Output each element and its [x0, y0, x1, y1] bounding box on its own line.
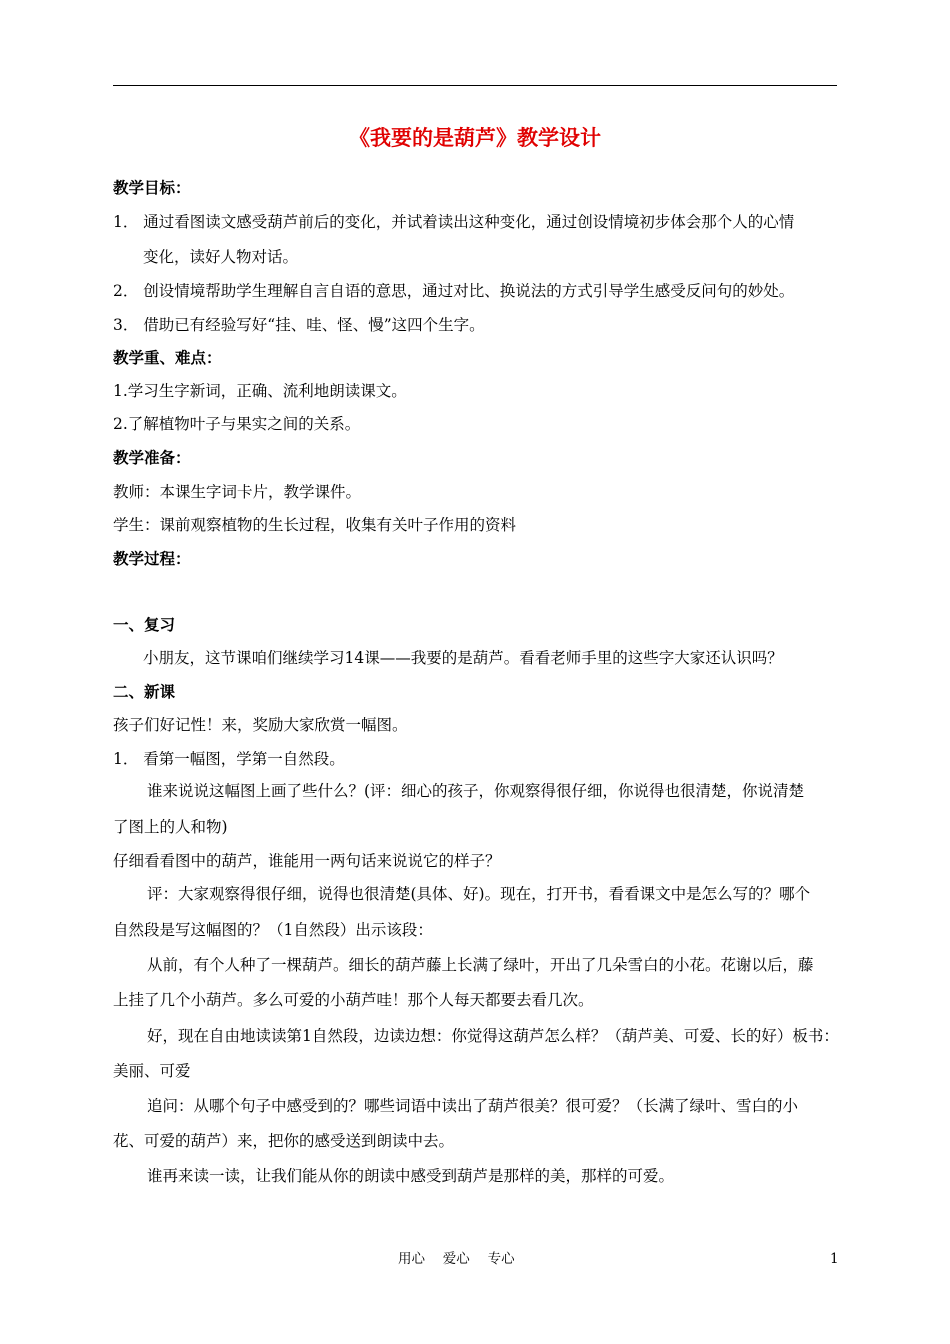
section-heading-review: 一、复习 — [113, 615, 176, 634]
paragraph-line: 上挂了几个小葫芦。多么可爱的小葫芦哇！那个人每天都要去看几次。 — [113, 991, 594, 1009]
paragraph-line: 了图上的人和物) — [113, 818, 228, 836]
paragraph-line: 1． 看第一幅图，学第一自然段。 — [113, 750, 345, 768]
paragraph-line: 变化，读好人物对话。 — [143, 248, 299, 266]
header-rule — [113, 85, 837, 86]
paragraph-line: 2． 创设情境帮助学生理解自言自语的意思，通过对比、换说法的方式引导学生感受反问句的妙处。 — [113, 282, 795, 300]
paragraph-line: 谁来说说这幅图上画了些什么？(评：细心的孩子，你观察得很仔细，你说得也很清楚，你说清楚 — [147, 782, 805, 800]
document-title: 《我要的是葫芦》教学设计 — [349, 125, 601, 150]
paragraph-line: 孩子们好记性！来，奖励大家欣赏一幅图。 — [113, 716, 408, 734]
paragraph-line: 教师：本课生字词卡片，教学课件。 — [113, 483, 362, 501]
paragraph-line: 1． 通过看图读文感受葫芦前后的变化，并试着读出这种变化，通过创设情境初步体会那个人的心情 — [113, 213, 795, 231]
paragraph-line: 2.了解植物叶子与果实之间的关系。 — [113, 415, 361, 433]
paragraph-line: 花、可爱的葫芦）来，把你的感受送到朗读中去。 — [113, 1132, 455, 1150]
paragraph-line: 好，现在自由地读读第1自然段，边读边想：你觉得这葫芦怎么样？（葫芦美、可爱、长的好）板书： — [147, 1027, 839, 1045]
paragraph-line: 从前，有个人种了一棵葫芦。细长的葫芦藤上长满了绿叶，开出了几朵雪白的小花。花谢以后，藤 — [147, 956, 814, 974]
paragraph-line: 学生：课前观察植物的生长过程，收集有关叶子作用的资料 — [113, 516, 517, 534]
section-heading-goals: 教学目标： — [113, 178, 191, 197]
paragraph-line: 评：大家观察得很仔细，说得也很清楚(具体、好)。现在，打开书，看看课文中是怎么写的？哪个 — [147, 885, 811, 903]
paragraph-line: 小朋友，这节课咱们继续学习14课——我要的是葫芦。看看老师手里的这些字大家还认识吗？ — [143, 649, 783, 667]
footer-motto: 用心 爱心 专心 — [398, 1251, 515, 1267]
paragraph-line: 1.学习生字新词，正确、流利地朗读课文。 — [113, 382, 407, 400]
paragraph-line: 美丽、可爱 — [113, 1062, 191, 1080]
paragraph-line: 谁再来读一读，让我们能从你的朗读中感受到葫芦是那样的美，那样的可爱。 — [147, 1167, 675, 1185]
paragraph-line: 仔细看看图中的葫芦，谁能用一两句话来说说它的样子？ — [113, 852, 501, 870]
section-heading-new-lesson: 二、新课 — [113, 682, 176, 701]
paragraph-line: 3． 借助已有经验写好“挂、哇、怪、慢”这四个生字。 — [113, 316, 485, 334]
paragraph-line: 追问：从哪个句子中感受到的？哪些词语中读出了葫芦很美？很可爱？（长满了绿叶、雪白的小 — [147, 1097, 799, 1115]
page-number: 1 — [830, 1251, 839, 1267]
section-heading-key-points: 教学重、难点： — [113, 348, 222, 367]
paragraph-line: 自然段是写这幅图的？（1自然段）出示该段： — [113, 921, 433, 939]
section-heading-preparation: 教学准备： — [113, 448, 191, 467]
section-heading-process: 教学过程： — [113, 549, 191, 568]
